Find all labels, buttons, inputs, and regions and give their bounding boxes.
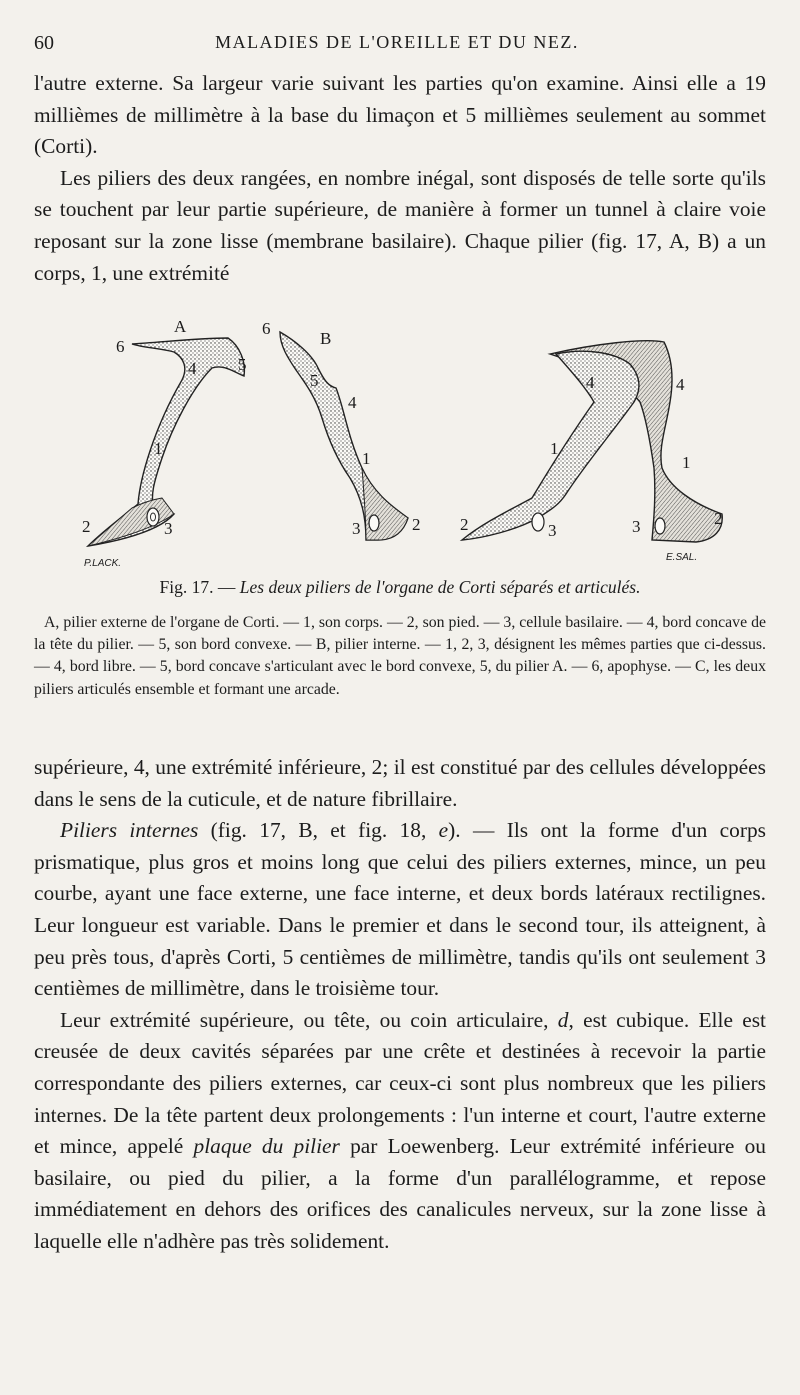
label-c-1-right: 1 — [682, 453, 691, 472]
figure-title: Les deux piliers de l'organe de Corti séparés et articulés. — [239, 577, 641, 597]
label-b-1: 1 — [362, 449, 371, 468]
label-c-3-left: 3 — [548, 521, 557, 540]
figure-legend — [34, 612, 766, 701]
label-b-4: 4 — [348, 393, 357, 412]
paragraph-continued: supérieure, 4, une extrémité inférieure, 2; il est constitué par des cellules développées dans le sens de la cuticule, et de nature fibrillaire. — [34, 755, 766, 811]
label-b: B — [320, 329, 332, 348]
text-block-bottom — [34, 752, 766, 1258]
label-b-3: 3 — [352, 519, 361, 538]
label-a-5: 5 — [238, 355, 247, 374]
figure-legend-text: A, pilier externe de l'organe de Corti. — 1, son corps. — 2, son pied. — 3, cellule basilaire. — 4, bord concave de la tête du pilier. — 5, son bord convexe. — B, pilier interne. — 1, 2, 3, désignent les mêmes parties que ci-dessus. — 4, bord libre. — 5, bord concave s'articulant avec le bord convexe, 5, du pilier A. — 6, apophyse. — C, les deux piliers articulés ensemble et formant une arcade. — [34, 614, 766, 698]
paragraph-piliers: Les piliers des deux rangées, en nombre inégal, sont disposés de telle sorte qu'ils se touchent par leur partie supérieure, de manière à former un tunnel à claire voie reposant sur la zone lisse (membrane basilaire). Chaque pilier (fig. 17, A, B) a un corps, 1, une extrémité — [34, 165, 766, 285]
label-c-3-right: 3 — [632, 517, 641, 536]
page-number: 60 — [34, 32, 54, 54]
figure-caption-title — [34, 577, 766, 598]
extremite-text-3: par Loewenberg. Leur extrémité inférieure ou basilaire, ou pied du pilier, a la forme d'un parallélogramme, et repose immédiatement en dehors des orifices des canalicules nerveux, sur la zone lisse à laquelle elle n'adhère pas très solidement. — [34, 1134, 766, 1253]
label-c-2-left: 2 — [460, 515, 469, 534]
figure-17 — [74, 318, 760, 572]
label-a-3: 3 — [164, 519, 173, 538]
label-a: A — [174, 318, 187, 336]
plaque-du-pilier: plaque du pilier — [193, 1134, 340, 1159]
label-a-4: 4 — [188, 359, 197, 378]
pillars-arch-c — [460, 341, 723, 563]
pillar-b — [262, 319, 421, 540]
running-title: MALADIES DE L'OREILLE ET DU NEZ. — [215, 32, 579, 52]
paragraph-piliers-internes — [34, 815, 766, 1005]
label-c-4-right: 4 — [676, 375, 685, 394]
figure-credit-left: P.LACK. — [84, 558, 122, 569]
label-b-5: 5 — [310, 371, 319, 390]
pillar-a — [82, 318, 247, 569]
section-heading-piliers-internes: Piliers internes — [60, 818, 199, 843]
figure-reference: (fig. 17, B, et fig. 18, — [198, 818, 439, 843]
extremite-text-1: Leur extrémité supérieure, ou tête, ou coin articulaire, — [60, 1007, 558, 1032]
piliers-internes-text: ). — Ils ont la forme d'un corps prismatique, plus gros et moins long que celui des piliers externes, mince, un peu courbe, ayant une face externe, une face interne, et deux bords latéraux rectilignes. Leur longueur est variable. Dans le premier et dans le second tour, ils atteignent, à peu près tous, d'après Corti, 5 centièmes de millimètre, tandis qu'ils ont seulement 3 centièmes de millimètre, dans le troisième tour. — [34, 818, 766, 1001]
label-c-2-right: 2 — [714, 509, 723, 528]
paragraph-continuation: l'autre externe. Sa largeur varie suivant les parties qu'on examine. Ainsi elle a 19 millièmes de millimètre à la base du limaçon et 5 millièmes seulement au sommet (Corti). — [34, 71, 766, 159]
page-header — [34, 32, 760, 58]
extremite-letter: d — [557, 1007, 569, 1032]
figure-credit-right: E.SAL. — [666, 552, 698, 563]
label-b-2: 2 — [412, 515, 421, 534]
label-c-4-left: 4 — [586, 373, 595, 392]
label-a-1: 1 — [154, 439, 163, 458]
text-block-top — [34, 68, 766, 289]
figure-17-illustration — [74, 318, 760, 572]
label-a-2: 2 — [82, 517, 91, 536]
extremite-text-2: , est cubique. Elle est creusée de deux cavités séparées par une crête et destinées à recevoir la partie correspondante des piliers externes, car ceux-ci sont plus nombreux que les piliers internes. De la tête partent deux prolongements : l'un interne et court, l'autre externe et mince, appelé — [34, 1007, 766, 1159]
figure-number: Fig. 17. — — [159, 577, 240, 597]
figure-reference-letter: e — [438, 818, 449, 843]
paragraph-extremite — [34, 1005, 766, 1258]
label-c-1-left: 1 — [550, 439, 559, 458]
label-b-6: 6 — [262, 319, 271, 338]
label-a-6: 6 — [116, 337, 125, 356]
